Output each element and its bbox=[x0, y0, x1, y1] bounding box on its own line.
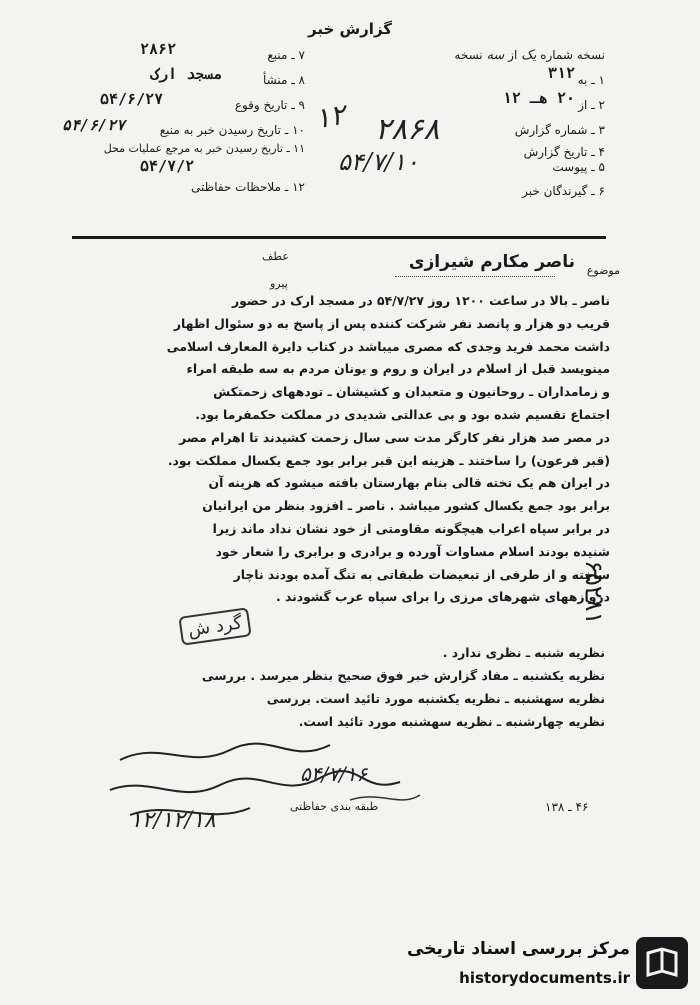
handwritten-footer-date: ۵۴/۷/۱۶ bbox=[300, 762, 368, 786]
body-line: دروازههای شهرهای مرزی را برای سپاه عرب گشودند . bbox=[275, 589, 610, 605]
body-line: (قبر فرعون) را ساختند ـ هزینه این قبر برابر بود جمع یکسال مملکت بود. bbox=[167, 452, 610, 468]
body-line: شنیده بودند اسلام مساوات آورده و برادری و برابری را شعار خود bbox=[215, 543, 610, 559]
header-left-row-8: ۸ ـ منشأ bbox=[262, 73, 305, 87]
form-code: ۴۶ ـ ۱۳۸ bbox=[545, 800, 589, 814]
header-left-row-11: ۱۱ ـ تاریخ رسیدن خبر به مرجع عملیات محل bbox=[103, 142, 305, 155]
body-line: و زمامداران ـ روحانیون و متعبدان و کشیشان ـ تودههای زحمتکش bbox=[213, 384, 610, 400]
opinion-saturday: نظریه شنبه ـ نظری ندارد . bbox=[442, 645, 605, 660]
handwritten-report-date: ۵۴/۷/۱۰ bbox=[338, 148, 419, 176]
header-left-row-10: ۱۰ ـ تاریخ رسیدن خبر به منبع bbox=[159, 123, 305, 137]
header-right-value-1: ۳۱۲ bbox=[547, 64, 575, 82]
body-line: در ایران هم یک تخته قالی بنام بهارستان بافته میشود که هزینه آن bbox=[208, 475, 610, 491]
header-right-row-3: ۳ ـ شماره گزارش bbox=[514, 123, 605, 137]
document-title: گزارش خبر bbox=[307, 20, 393, 38]
copy-number: یک bbox=[521, 48, 537, 63]
copy-unit-label: نسخه bbox=[454, 48, 483, 62]
header-left-row-12: ۱۲ ـ ملاحظات حفاظتی bbox=[191, 180, 305, 194]
header-left-value-8: مسجد ارک bbox=[150, 65, 223, 83]
header-left-row-7: ۷ ـ منبع bbox=[267, 48, 305, 62]
subject-value: ناصر مکارم شیرازی bbox=[408, 252, 575, 272]
header-divider bbox=[72, 236, 606, 239]
ref-label: عطف bbox=[262, 250, 289, 263]
archive-logo bbox=[405, 935, 690, 997]
archive-url: historydocuments.ir bbox=[459, 969, 630, 987]
handwritten-footer-sig: ۱۲/۱۲/۱۸ bbox=[130, 808, 216, 833]
copy-label: نسخه شماره bbox=[540, 48, 605, 62]
body-line: ناصر ـ بالا در ساعت ۱۲۰۰ روز ۵۴/۷/۲۷ در مسجد ارک در حضور bbox=[231, 293, 610, 308]
handwritten-report-number: ۲۸۶۸ bbox=[375, 112, 440, 147]
body-line: ساخته و از طرفی از تبعیضات طبقاتی به تنگ آمده بودند ناچار bbox=[233, 566, 610, 582]
header-right-row-5: ۵ ـ پیوست bbox=[552, 160, 605, 174]
body-line: در مصر صد هزار نفر کارگر مدت سی سال زحمت کشیدند تا اهرام مصر bbox=[179, 429, 610, 445]
header-right-value-2: ۲۰ هـ ۱۲ bbox=[502, 89, 575, 107]
book-icon bbox=[634, 935, 690, 991]
subject-underline bbox=[395, 276, 555, 277]
opinion-wednesday: نظریه چهارشنبه ـ نظریه سهشنبه مورد تائید است. bbox=[298, 714, 605, 729]
copy-total: سه bbox=[486, 48, 505, 63]
body-line: قریب دو هزار و پانصد نفر شرکت کننده پس از پاسخ به دو سئوال اظهار bbox=[173, 315, 610, 331]
copy-of-label: از bbox=[508, 48, 518, 62]
body-line: برابر بود جمع یکسال کشور میباشد . ناصر ـ افزود بنظر من ایرانیان bbox=[202, 498, 610, 514]
handwritten-ref: ۱۲ bbox=[312, 97, 348, 136]
report-body bbox=[95, 290, 610, 609]
opinion-sunday: نظریه یکشنبه ـ مفاد گزارش خبر فوق صحیح بنظر میرسد . بررسی bbox=[201, 668, 605, 683]
header-right-row-1: ۱ ـ به bbox=[577, 73, 605, 87]
copy-number-line bbox=[454, 48, 605, 63]
body-line: مینویسد قبل از اسلام در ایران و روم و یونان مردم به سه طبقه امراء bbox=[186, 361, 610, 377]
office-stamp: گرد ش bbox=[178, 607, 252, 645]
header-right-row-6: ۶ ـ گیرندگان خبر bbox=[522, 184, 605, 198]
header-right-row-4: ۴ ـ تاریخ گزارش bbox=[523, 145, 605, 159]
security-classification-label: طبقه بندی حفاظتی bbox=[290, 800, 379, 813]
header-left-value-7: ۲۸۶۲ bbox=[140, 40, 177, 58]
opinion-tuesday: نظریه سهشنبه ـ نظریه یکشنبه مورد تائید است. بررسی bbox=[266, 691, 605, 706]
archive-name: مرکز بررسی اسناد تاریخی bbox=[407, 939, 630, 959]
header-left-value-10: ۵۴/۶/۲۷ bbox=[62, 116, 126, 134]
followup-label: پیرو bbox=[270, 277, 288, 290]
side-handwritten-number: ۶۵۲۸۱ bbox=[580, 560, 608, 625]
body-line: داشت محمد فرید وجدی که مصری میباشد در کتاب دایرة المعارف اسلامی bbox=[166, 338, 610, 354]
subject-label: موضوع bbox=[586, 264, 620, 277]
header-left-value-9: ۵۴/۶/۲۷ bbox=[100, 90, 164, 108]
body-line: در برابر سپاه اعراب هیچگونه مقاومتی از خود نشان نداد ماند زیرا bbox=[212, 520, 610, 536]
body-line: اجتماع تقسیم شده بود و بی عدالتی شدیدی در مملکت حکمفرما بود. bbox=[195, 406, 610, 422]
header-left-value-11: ۵۴/۷/۲ bbox=[140, 157, 195, 175]
header-right-row-2: ۲ ـ از bbox=[578, 98, 605, 112]
header-left-row-9: ۹ ـ تاریخ وقوع bbox=[234, 98, 305, 112]
